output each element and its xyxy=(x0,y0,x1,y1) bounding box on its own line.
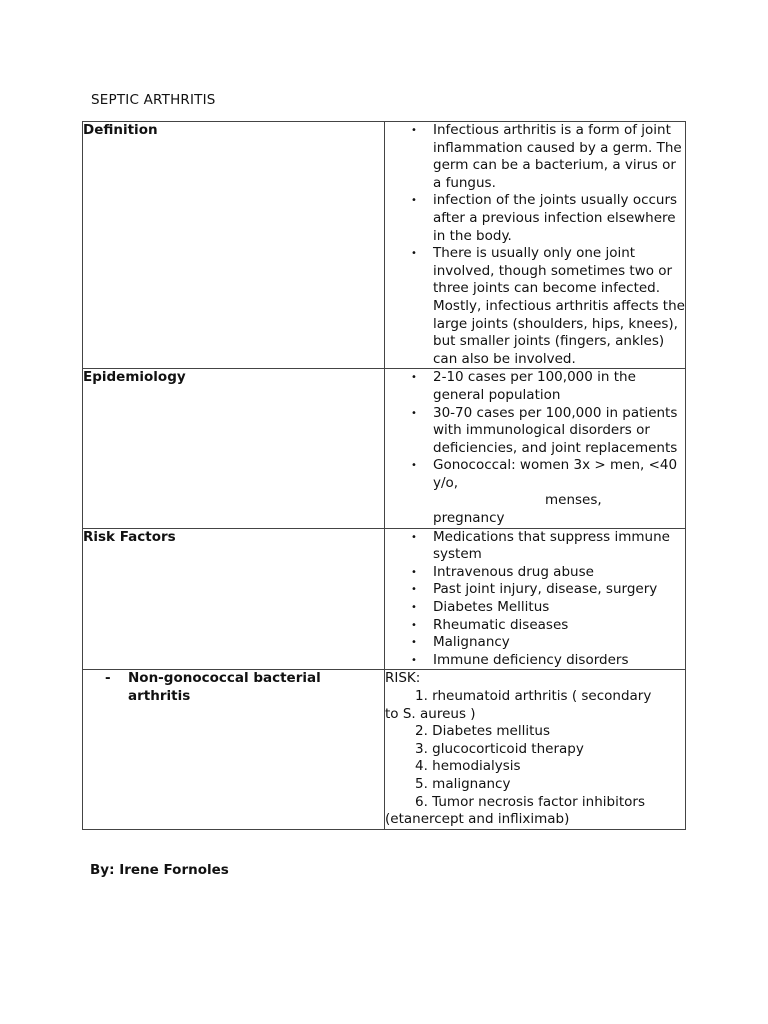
row-label: - Non-gonococcal bacterial arthritis xyxy=(83,670,385,829)
list-item: • Diabetes Mellitus xyxy=(411,599,550,616)
list-item: • Malignancy xyxy=(411,634,510,651)
row-label: Definition xyxy=(83,122,385,369)
bullet-icon: • xyxy=(411,566,417,578)
list-item: • There is usually only one joint involved, though sometimes two or three joints can become infected. Mostly, infectious arthritis affects the large joints (shoulders, hips, knees), but smaller joints (fingers, ankles) can also be involved. xyxy=(411,245,685,367)
bullet-icon: • xyxy=(411,619,417,631)
row-content xyxy=(385,528,686,670)
pregnancy-text: pregnancy xyxy=(433,510,505,527)
bullet-icon: • xyxy=(411,637,417,649)
bullet-icon: • xyxy=(411,248,417,260)
list-item: • Rheumatic diseases xyxy=(411,616,569,633)
table-row-non-gonococcal xyxy=(83,670,686,829)
risk-item-continued: (etanercept and infliximab) xyxy=(385,811,570,828)
list-item: • Infectious arthritis is a form of joint inflammation caused by a germ. The germ can be a bacterium, a virus or a fungus. xyxy=(411,122,682,191)
menses-text: menses, xyxy=(545,492,602,509)
table-row-risk-factors xyxy=(83,528,686,670)
row-label: Risk Factors xyxy=(83,528,385,670)
bullet-icon: • xyxy=(411,125,417,136)
risk-item: 2. Diabetes mellitus xyxy=(415,723,550,740)
bullet-icon: • xyxy=(411,407,417,419)
list-item: • Medications that suppress immune system xyxy=(411,528,670,563)
author-byline: By: Irene Fornoles xyxy=(90,862,229,878)
risk-heading: RISK: xyxy=(385,670,421,687)
bullet-icon: • xyxy=(411,584,417,596)
row-content xyxy=(385,670,686,829)
dash-marker: - xyxy=(105,670,111,687)
table-row-epidemiology xyxy=(83,369,686,528)
bullet-icon: • xyxy=(411,654,417,666)
list-item-gonococcal: • Gonococcal: women 3x > men, <40 y/o, menses, pregnancy xyxy=(385,457,685,527)
bullet-icon: • xyxy=(411,602,417,614)
risk-item: 4. hemodialysis xyxy=(415,758,521,775)
risk-item: 3. glucocorticoid therapy xyxy=(415,740,584,757)
risk-item-continued: to S. aureus ) xyxy=(385,705,476,722)
list-item: • Immune deficiency disorders xyxy=(411,651,629,668)
list-item: • 2-10 cases per 100,000 in the general population xyxy=(411,369,636,403)
risk-item: 1. rheumatoid arthritis ( secondary xyxy=(415,688,652,704)
risk-item: 5. malignancy xyxy=(415,775,511,792)
row-content xyxy=(385,122,686,369)
document-title: SEPTIC ARTHRITIS xyxy=(91,92,216,108)
table-row-definition xyxy=(83,122,686,369)
list-item: • Intravenous drug abuse xyxy=(411,563,594,580)
septic-arthritis-table xyxy=(82,121,686,830)
list-item: • infection of the joints usually occurs after a previous infection elsewhere in the body. xyxy=(411,192,678,244)
row-content xyxy=(385,369,686,528)
bullet-icon: • xyxy=(411,372,417,384)
risk-item: 6. Tumor necrosis factor inhibitors xyxy=(415,793,645,810)
bullet-icon: • xyxy=(411,531,417,543)
bullet-icon: • xyxy=(411,195,417,207)
list-item: • Past joint injury, disease, surgery xyxy=(411,581,658,598)
list-item: • 30-70 cases per 100,000 in patients with immunological disorders or deficiencies, and joint replacements xyxy=(411,404,678,456)
bullet-icon: • xyxy=(411,460,417,472)
row-label: Epidemiology xyxy=(83,369,385,528)
